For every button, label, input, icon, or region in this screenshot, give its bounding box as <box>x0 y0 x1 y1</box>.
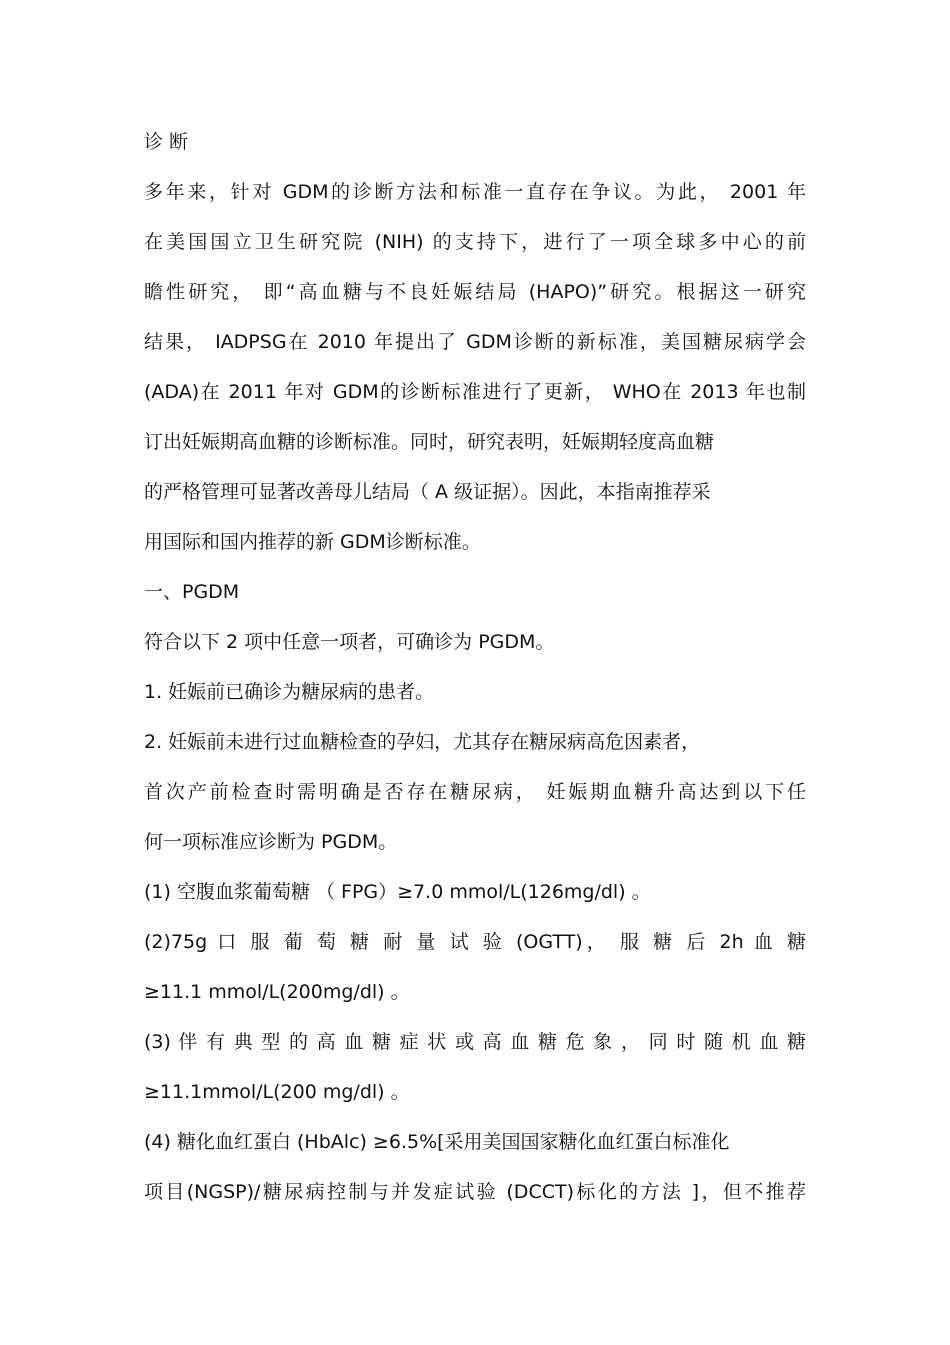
paragraph-line: 结果， IADPSG在 2010 年提出了 GDM诊断的新标准，美国糖尿病学会 <box>144 331 806 353</box>
criterion-item: (1) 空腹血浆葡萄糖 （ FPG）≥7.0 mmol/L(126mg/dl) 。 <box>144 881 651 903</box>
criterion-item: (3) 伴 有 典 型 的 高 血 糖 症 状 或 高 血 糖 危 象 ， 同 时 随 机 血 糖 <box>144 1031 806 1053</box>
list-item: 1. 妊娠前已确诊为糖尿病的患者。 <box>144 681 435 703</box>
paragraph-line: 瞻性研究， 即“高血糖与不良妊娠结局 (HAPO)”研究。根据这一研究 <box>144 281 806 303</box>
paragraph-line: 首次产前检查时需明确是否存在糖尿病， 妊娠期血糖升高达到以下任 <box>144 781 806 803</box>
criterion-item: ≥11.1mmol/L(200 mg/dl) 。 <box>144 1081 410 1103</box>
paragraph-line: 用国际和国内推荐的新 GDM诊断标准。 <box>144 531 481 553</box>
criterion-item: (2)75g 口 服 葡 萄 糖 耐 量 试 验 (OGTT)， 服 糖 后 2h 血 糖 <box>144 931 806 953</box>
section-heading-diagnosis: 诊 断 <box>144 131 189 153</box>
criterion-item: (4) 糖化血红蛋白 (HbAlc) ≥6.5%[采用美国国家糖化血红蛋白标准化 <box>144 1131 730 1153</box>
criterion-item: 项目(NGSP)/糖尿病控制与并发症试验 (DCCT)标化的方法 ]，但不推荐 <box>144 1181 806 1203</box>
paragraph-line: 多年来，针对 GDM的诊断方法和标准一直存在争议。为此， 2001 年 <box>144 181 806 203</box>
paragraph-line: 何一项标准应诊断为 PGDM。 <box>144 831 398 853</box>
section-heading-pgdm: 一、PGDM <box>144 581 240 603</box>
criterion-item: ≥11.1 mmol/L(200mg/dl) 。 <box>144 981 410 1003</box>
paragraph-line: 在美国国立卫生研究院 (NIH) 的支持下，进行了一项全球多中心的前 <box>144 231 806 253</box>
paragraph-line: 的严格管理可显著改善母儿结局（ A 级证据）。因此，本指南推荐采 <box>144 481 711 503</box>
paragraph-line: 订出妊娠期高血糖的诊断标准。同时，研究表明，妊娠期轻度高血糖 <box>144 431 715 453</box>
paragraph-line: 符合以下 2 项中任意一项者，可确诊为 PGDM。 <box>144 631 555 653</box>
list-item: 2. 妊娠前未进行过血糖检查的孕妇，尤其存在糖尿病高危因素者， <box>144 731 701 753</box>
paragraph-line: (ADA)在 2011 年对 GDM的诊断标准进行了更新， WHO在 2013 年也制 <box>144 381 806 403</box>
